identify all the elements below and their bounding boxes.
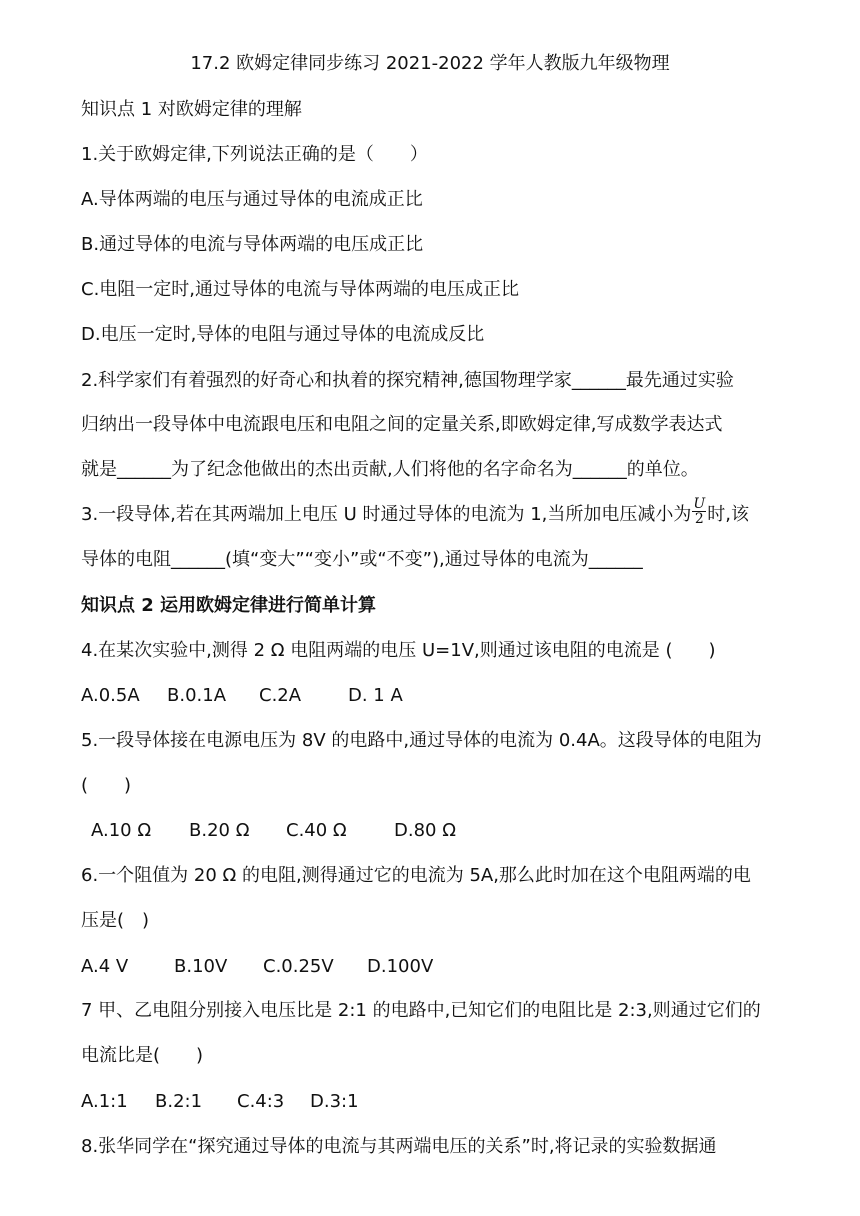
question-6-option-d: D.100V bbox=[367, 956, 434, 977]
question-7-option-d: D.3:1 bbox=[310, 1091, 359, 1112]
question-3-line-2: 导体的电阻______(填“变大”“变小”或“不变”),通过导体的电流为______ bbox=[81, 549, 643, 570]
question-4-option-d: D. 1 A bbox=[348, 685, 403, 706]
question-6-line-2: 压是( ) bbox=[81, 910, 150, 931]
question-6-option-b: B.10V bbox=[174, 956, 228, 977]
question-7-option-c: C.4:3 bbox=[237, 1091, 285, 1112]
question-7-line-1: 7 甲、乙电阻分别接入电压比是 2:1 的电路中,已知它们的电阻比是 2:3,则通过它们的 bbox=[81, 1000, 761, 1021]
question-2-line-2: 归纳出一段导体中电流跟电压和电阻之间的定量关系,即欧姆定律,写成数学表达式 bbox=[81, 414, 723, 435]
question-5-option-a: A.10 Ω bbox=[91, 820, 152, 841]
question-4-option-c: C.2A bbox=[259, 685, 302, 706]
question-4-stem: 4.在某次实验中,测得 2 Ω 电阻两端的电压 U=1V,则通过该电阻的电流是 ( ) bbox=[81, 640, 716, 661]
question-7-option-a: A.1:1 bbox=[81, 1091, 128, 1112]
question-5-line-1: 5.一段导体接在电源电压为 8V 的电路中,通过导体的电流为 0.4A。这段导体的电阻为 bbox=[81, 730, 762, 751]
question-5-option-d: D.80 Ω bbox=[394, 820, 456, 841]
question-2-line-3: 就是______为了纪念他做出的杰出贡献,人们将他的名字命名为______的单位。 bbox=[81, 459, 699, 480]
question-1-option-a: A.导体两端的电压与通过导体的电流成正比 bbox=[81, 189, 423, 210]
fraction-u-over-2 bbox=[692, 497, 706, 526]
document-title: 17.2 欧姆定律同步练习 2021-2022 学年人教版九年级物理 bbox=[190, 53, 670, 74]
question-1-option-d: D.电压一定时,导体的电阻与通过导体的电流成反比 bbox=[81, 324, 485, 345]
question-7-line-2: 电流比是( ) bbox=[81, 1045, 204, 1066]
question-4-option-b: B.0.1A bbox=[167, 685, 227, 706]
question-7-option-b: B.2:1 bbox=[155, 1091, 203, 1112]
question-4-option-a: A.0.5A bbox=[81, 685, 140, 706]
question-1-stem: 1.关于欧姆定律,下列说法正确的是（ ） bbox=[81, 144, 428, 165]
question-6-option-a: A.4 V bbox=[81, 956, 129, 977]
question-5-option-b: B.20 Ω bbox=[189, 820, 250, 841]
question-3-line-1-text: 3.一段导体,若在其两端加上电压 U 时通过导体的电流为 1,当所加电压减小为 bbox=[81, 504, 692, 525]
question-3-line-1-end: 时,该 bbox=[707, 504, 749, 525]
section-heading-1: 知识点 1 对欧姆定律的理解 bbox=[81, 99, 302, 120]
fraction-numerator: U bbox=[693, 495, 706, 512]
question-6-option-c: C.0.25V bbox=[263, 956, 334, 977]
section-heading-2: 知识点 2 运用欧姆定律进行简单计算 bbox=[81, 595, 377, 616]
question-3-line-1 bbox=[81, 495, 749, 527]
question-2-line-1: 2.科学家们有着强烈的好奇心和执着的探究精神,德国物理学家______最先通过实验 bbox=[81, 370, 734, 391]
fraction-denominator: 2 bbox=[694, 510, 704, 527]
question-5-line-2: ( ) bbox=[81, 775, 132, 796]
question-1-option-b: B.通过导体的电流与导体两端的电压成正比 bbox=[81, 234, 424, 255]
question-5-option-c: C.40 Ω bbox=[286, 820, 347, 841]
question-6-line-1: 6.一个阻值为 20 Ω 的电阻,测得通过它的电流为 5A,那么此时加在这个电阻两端的电 bbox=[81, 865, 751, 886]
question-8-line-1: 8.张华同学在“探究通过导体的电流与其两端电压的关系”时,将记录的实验数据通 bbox=[81, 1136, 717, 1157]
question-1-option-c: C.电阻一定时,通过导体的电流与导体两端的电压成正比 bbox=[81, 279, 520, 300]
